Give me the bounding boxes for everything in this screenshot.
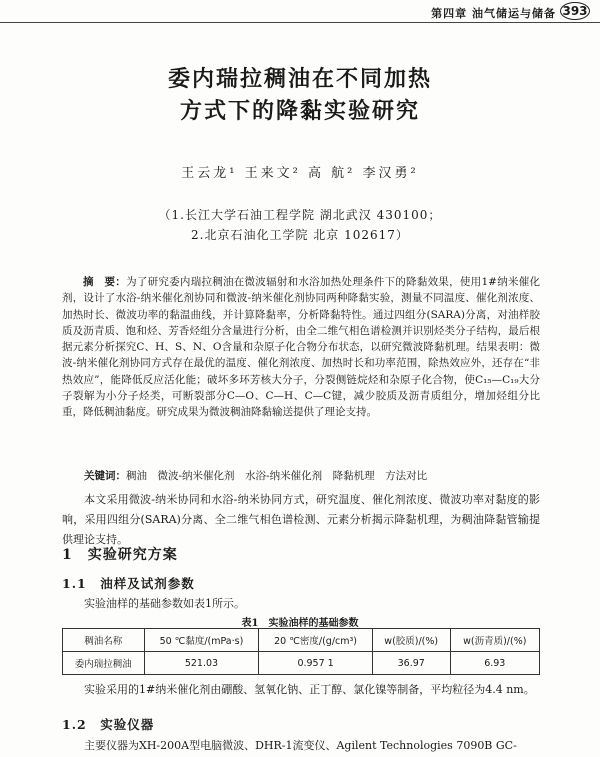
table-caption: 表1 实验油样的基础参数 — [241, 618, 359, 629]
table-header-cell: w(胶质)/(%) — [372, 629, 450, 652]
section-heading: 1 实验研究方案 — [62, 547, 178, 563]
table-row — [63, 652, 540, 675]
table-header-cell: 50 ℃黏度/(mPa·s) — [144, 629, 259, 652]
subsection-1-1-text: 实验油样的基础参数如表1所示。 — [84, 597, 245, 610]
table-cell: 36.97 — [372, 652, 450, 675]
intro-paragraph: 本文采用微波-纳米协同和水浴-纳米协同方式，研究温度、催化剂浓度、微波功率对黏度的影响，采用四组分(SARA)分离、全二维气相色谱检测、元素分析揭示降黏机理，为稠油降黏管输提供理论支持。 — [62, 493, 540, 546]
affiliation-line2: 2.北京石油化工学院 北京 102617） — [191, 228, 409, 242]
keywords — [84, 468, 540, 483]
table-cell: 委内瑞拉稠油 — [63, 652, 145, 675]
page-number: 393 — [560, 2, 590, 20]
subsection-heading-1-1: 1.1 油样及试剂参数 — [62, 576, 195, 591]
running-header: 第四章 油气储运与储备 — [431, 7, 556, 20]
table-header-cell: w(沥青质)/(%) — [450, 629, 539, 652]
paper-title-line1: 委内瑞拉稠油在不同加热 — [167, 66, 432, 92]
abstract — [62, 274, 540, 421]
keywords-label: 关键词： — [84, 470, 126, 482]
table-header-cell: 稠油名称 — [63, 629, 145, 652]
author-list: 王云龙¹ 王来文² 高 航² 李汉勇² — [181, 166, 419, 181]
data-table — [62, 628, 540, 675]
page-header — [0, 0, 600, 23]
table-header-cell: 20 ℃密度/(g/cm³) — [259, 629, 373, 652]
table-cell: 521.03 — [144, 652, 259, 675]
subsection-heading-1-2: 1.2 实验仪器 — [62, 717, 155, 732]
abstract-text: 为了研究委内瑞拉稠油在微波辐射和水浴加热处理条件下的降黏效果，使用1#纳米催化剂，设计了水浴-纳米催化剂协同和微波-纳米催化剂协同两种降黏实验，测量不同温度、催化剂浓度、加热时长、微波功率的黏温曲线，并计算降黏率，分析降黏特性。通过四组分(SARA)分离，对油样胶质及沥青质、饱和烃、芳香烃组分含量进行分析，由全二维气相色谱检测并识别烃类分子结构，最后根据元素分析探究C、H、S、N、O含量和杂原子化合物分布状态，以研究微波降黏机理。结果表明：微波-纳米催化剂协同方式存在最优的温度、催化剂浓度、加热时长和功率范围，除热效应外，还存在“非热效应”，能降低反应活化能；破坏多环芳核大分子，分裂侧链烷烃和杂原子化合物，使C₁₅—C₁₉大分子裂解为小分子烃类，可断裂部分C—O、C—H、C—C键，减少胶质及沥青质组分，增加烃组分比重，降低稠油黏度。研究成果为微波稠油降黏输送提供了理论支持。 — [62, 276, 540, 419]
paper-title-line2: 方式下的降黏实验研究 — [179, 98, 420, 124]
table-cell: 0.957 1 — [259, 652, 373, 675]
after-table-paragraph: 实验采用的1#纳米催化剂由硼酸、氢氧化钠、正丁醇、氯化镍等制备，平均粒径为4.4 nm。 — [84, 683, 535, 696]
affiliation-line1: （1.长江大学石油工程学院 湖北武汉 430100； — [158, 208, 442, 222]
keywords-text: 稠油 微波-纳米催化剂 水浴-纳米催化剂 降黏机理 方法对比 — [126, 470, 428, 482]
subsection-1-2-text: 主要仪器为XH-200A型电脑微波、DHR-1流变仪、Agilent Technologies 7090B GC- — [84, 739, 517, 752]
table-cell: 6.93 — [450, 652, 539, 675]
table-header-row — [63, 629, 540, 652]
abstract-label: 摘 要： — [83, 276, 127, 288]
